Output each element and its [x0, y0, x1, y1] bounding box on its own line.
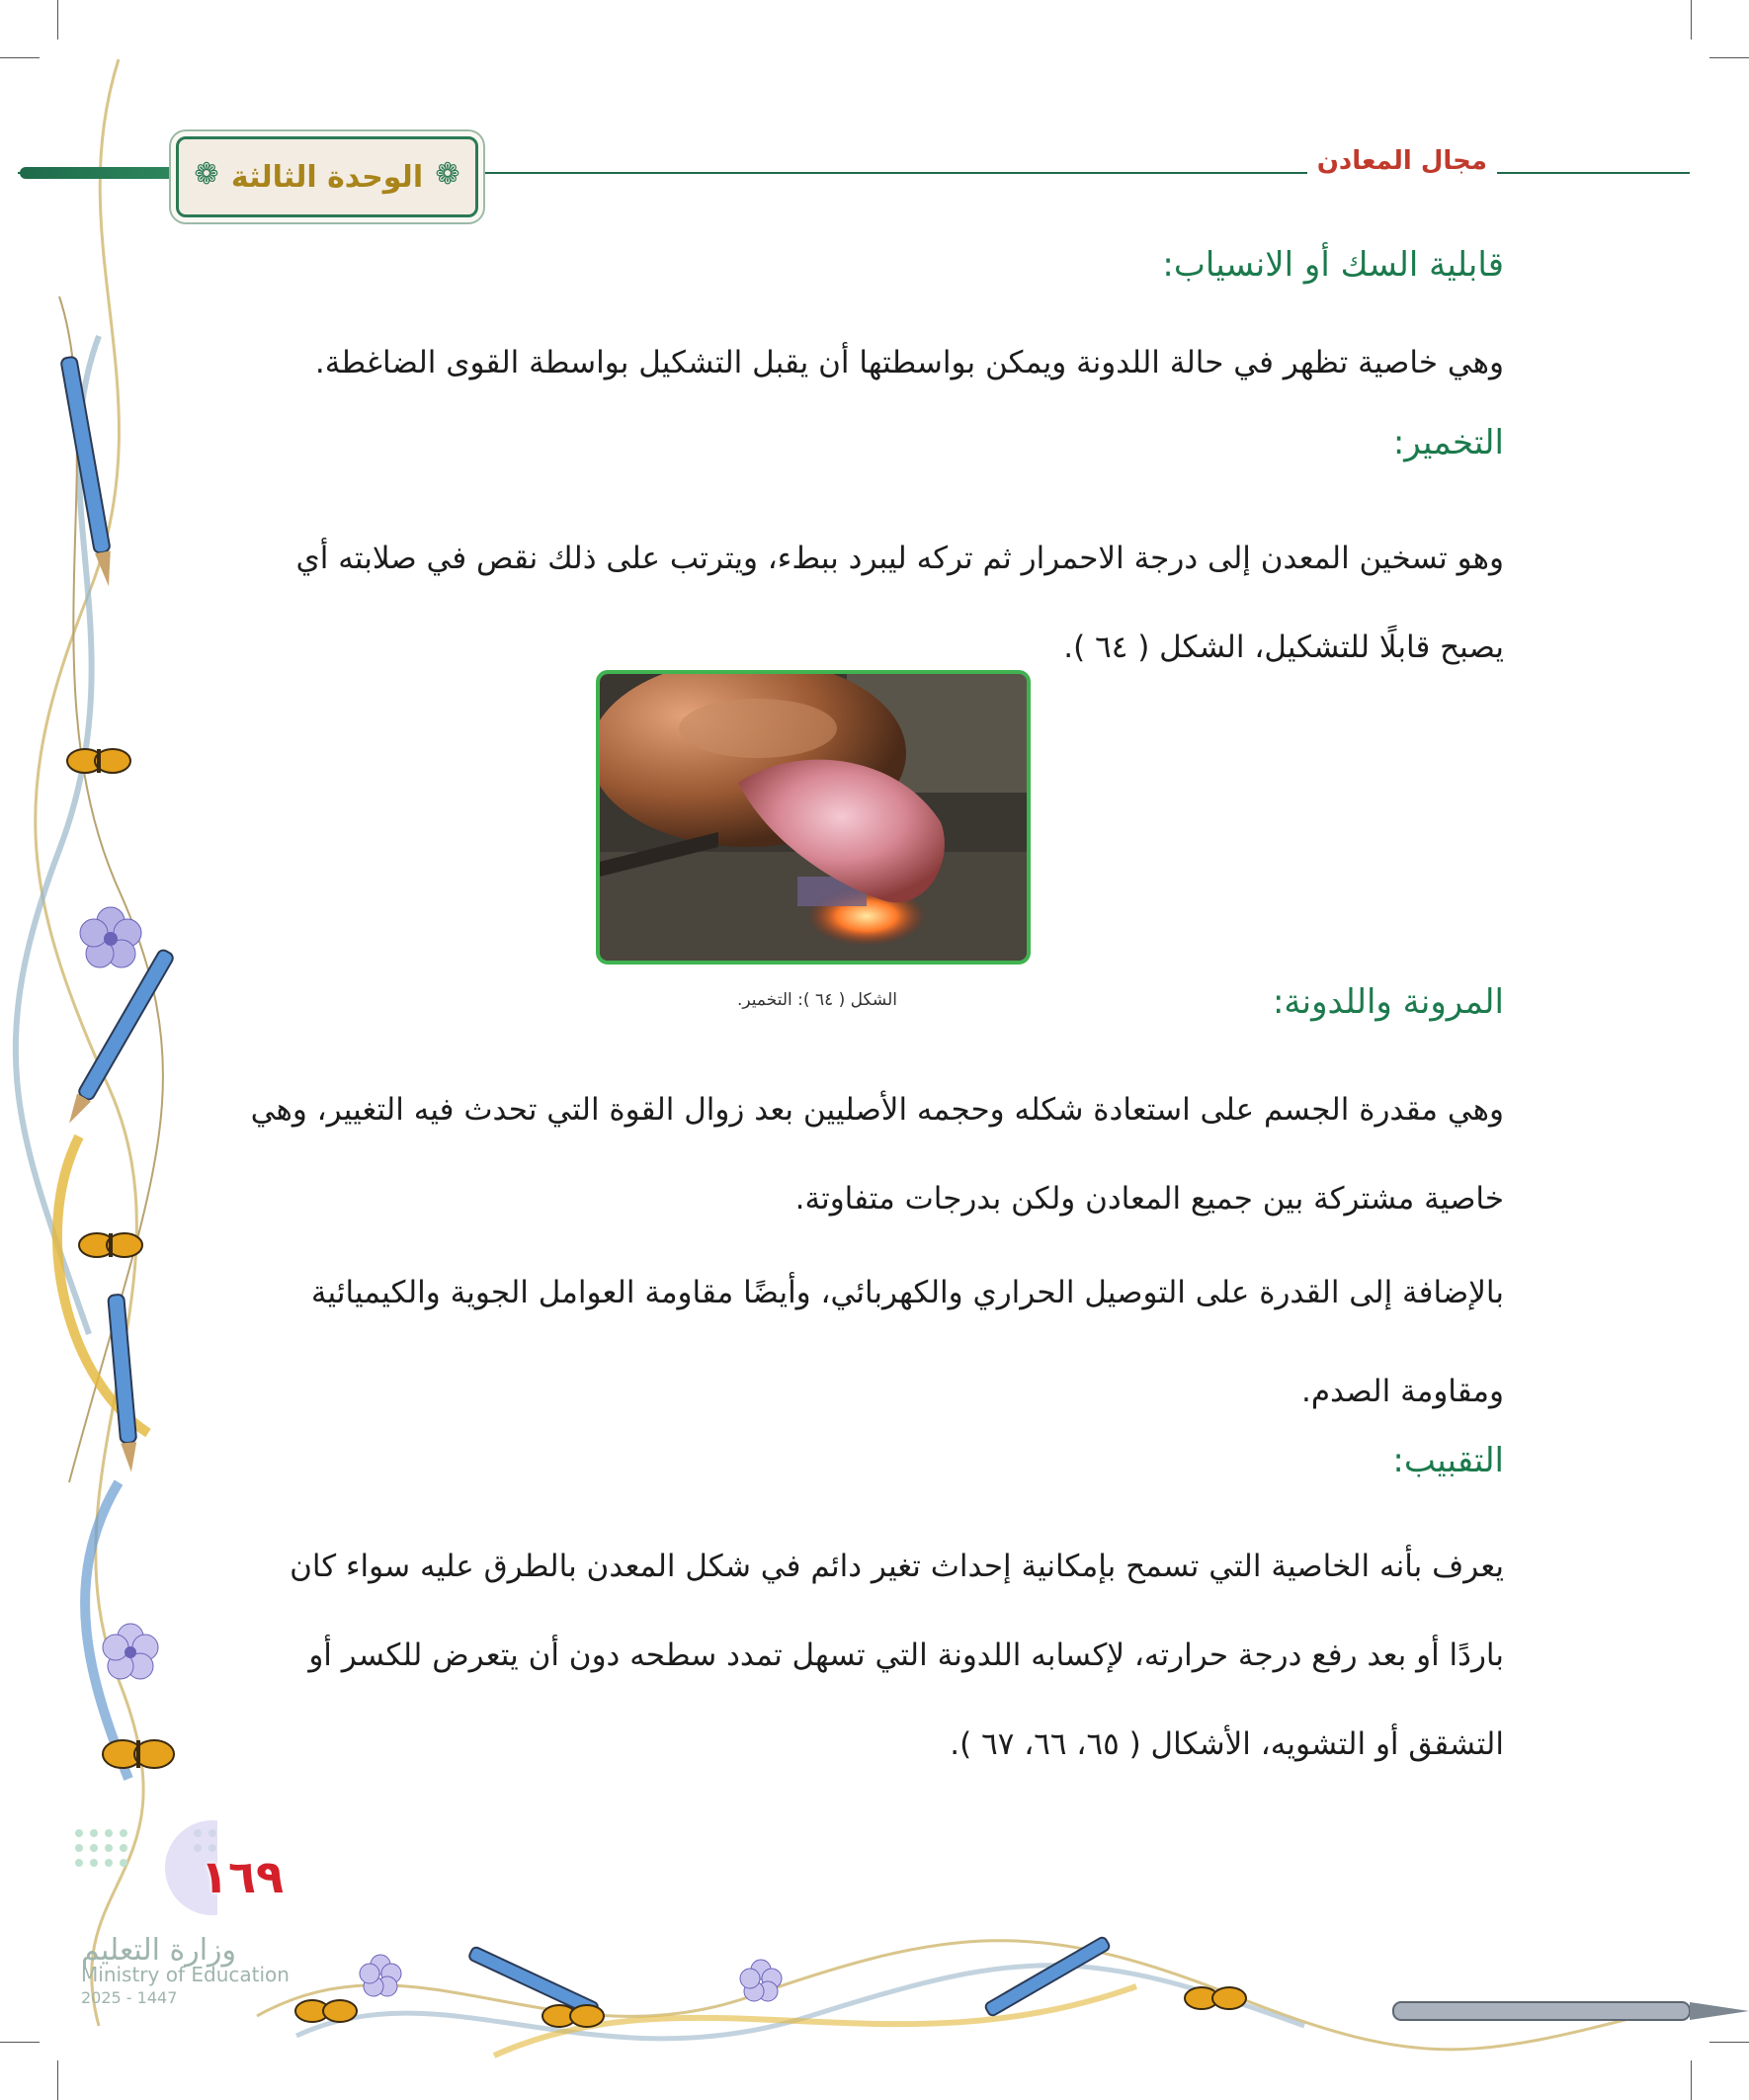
butterfly-icon	[103, 1740, 174, 1768]
paragraph	[237, 1522, 1504, 1789]
paragraph	[237, 1243, 1504, 1441]
butterfly-icon	[295, 2000, 357, 2022]
paragraph-annealing: وهو تسخين المعدن إلى درجة الاحمرار ثم تركه ليبرد ببطء، ويترتب على ذلك نقص في صلابته أي يصبح قابلًا للتشكيل، الشكل ( ٦٤ ).	[295, 541, 1504, 665]
decorative-border	[0, 0, 217, 2100]
ministry-watermark	[81, 1933, 290, 2010]
heading-elasticity: المرونة واللدونة:	[1272, 982, 1504, 1022]
unit-badge	[176, 136, 478, 217]
pen-icon	[60, 356, 117, 587]
pen-icon	[1393, 2002, 1749, 2020]
butterfly-icon	[79, 1233, 142, 1257]
flower-icon	[360, 1955, 401, 1996]
ministry-name-ar: وزارة التعليم	[81, 1933, 237, 1968]
ministry-year: 2025 - 1447	[81, 1988, 178, 2007]
crop-mark	[1691, 0, 1692, 40]
paragraph-elasticity-2: بالإضافة إلى القدرة على التوصيل الحراري والكهربائي، وأيضًا مقاومة العوامل الجوية والكيميائية ومقاومة الصدم.	[310, 1275, 1504, 1409]
header-band	[20, 167, 198, 179]
section-annealing	[237, 419, 1504, 466]
unit-title: الوحدة الثالثة	[230, 159, 424, 195]
figure-annealing-photo	[596, 670, 1031, 965]
ornament-icon: ❁	[435, 157, 460, 192]
section-elasticity	[237, 978, 1504, 1026]
paragraph	[237, 514, 1504, 692]
paragraph	[237, 339, 1504, 386]
paragraph-doming: يعرف بأنه الخاصية التي تسمح بإمكانية إحداث تغير دائم في شكل المعدن بالطرق عليه سواء كان باردًا أو بعد رفع درجة حرارته، لإكسابه اللدونة التي تسهل تمدد سطحه دون أن يتعرض للكسر أو التشقق أو التشويه، الأشكال ( ٦٥، ٦٦، ٦٧ ).	[290, 1549, 1504, 1762]
paragraph-coining: وهي خاصية تظهر في حالة اللدونة ويمكن بواسطتها أن يقبل التشكيل بواسطة القوى الضاغطة.	[314, 345, 1504, 380]
pen-icon	[984, 1936, 1111, 2017]
paragraph-elasticity-1: وهي مقدرة الجسم على استعادة شكله وحجمه الأصليين بعد زوال القوة التي تحدث فيه التغيير، وهي خاصية مشتركة بين جميع المعادن ولكن بدرجات متفاوتة.	[250, 1092, 1504, 1217]
section-coining	[237, 241, 1504, 289]
pen-icon	[62, 948, 175, 1127]
flower-icon	[740, 1960, 782, 2001]
pen-icon	[108, 1295, 139, 1473]
butterfly-icon	[67, 749, 130, 773]
page-number: ١٦٩	[200, 1850, 285, 1903]
flower-icon	[80, 907, 141, 967]
heading-doming: التقبيب:	[1392, 1441, 1504, 1480]
crop-mark	[1709, 57, 1749, 58]
paragraph	[237, 1065, 1504, 1243]
heading-coining: قابلية السك أو الانسياب:	[1162, 245, 1504, 285]
flower-icon	[103, 1624, 158, 1679]
heading-annealing: التخمير:	[1392, 423, 1504, 462]
figure-caption: الشكل ( ٦٤ ): التخمير.	[737, 990, 897, 1010]
ornament-icon: ❁	[194, 157, 219, 192]
section-doming	[237, 1437, 1504, 1484]
ministry-name-en: Ministry of Education	[81, 1963, 290, 1986]
butterfly-icon	[1185, 1987, 1246, 2009]
annealing-photo	[600, 674, 1027, 961]
section-title: مجال المعادن	[1307, 146, 1497, 176]
